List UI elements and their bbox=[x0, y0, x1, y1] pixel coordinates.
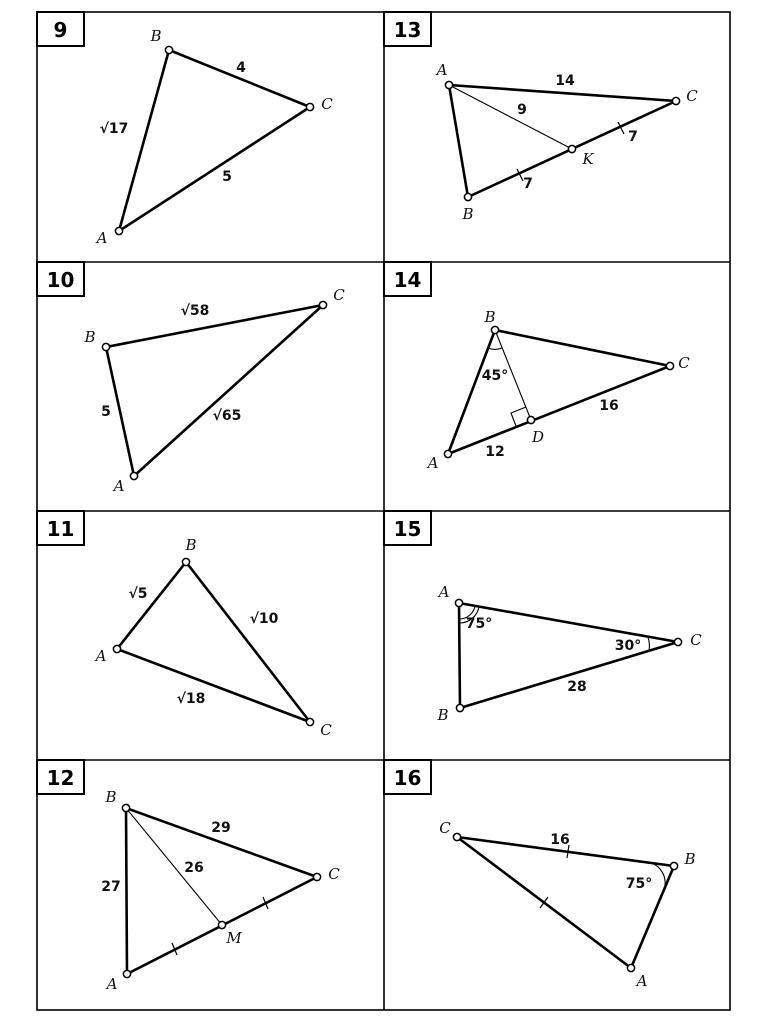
point-label-a: A bbox=[436, 61, 448, 79]
point-label-a: A bbox=[427, 454, 439, 472]
vertex-a bbox=[444, 450, 451, 457]
vertex-b bbox=[464, 193, 471, 200]
angle-arc-b bbox=[652, 863, 665, 886]
triangle-abc bbox=[457, 837, 674, 968]
side-label-ac: 5 bbox=[222, 169, 232, 185]
side-label-bm: 26 bbox=[184, 860, 204, 876]
side-label-cb: 16 bbox=[550, 832, 570, 848]
problem-panel-15 bbox=[384, 511, 702, 724]
problem-number: 11 bbox=[46, 517, 75, 541]
side-label-bc: √10 bbox=[249, 611, 279, 627]
vertex-b bbox=[165, 46, 172, 53]
vertex-c bbox=[306, 718, 313, 725]
point-label-b: B bbox=[462, 205, 474, 223]
problem-panel-10 bbox=[37, 262, 345, 495]
side-label-kc: 7 bbox=[628, 129, 638, 145]
triangle-abc bbox=[448, 330, 670, 454]
problem-panel-13 bbox=[384, 12, 698, 223]
point-label-c: C bbox=[439, 819, 451, 837]
vertex-c bbox=[313, 873, 320, 880]
point-label-c: C bbox=[321, 95, 333, 113]
vertex-c bbox=[672, 97, 679, 104]
side-label-ab: √5 bbox=[128, 586, 148, 602]
segment-ak bbox=[449, 85, 572, 149]
vertex-b bbox=[102, 343, 109, 350]
point-label-c: C bbox=[320, 721, 332, 739]
side-label-bc: 29 bbox=[211, 820, 231, 836]
side-label-bc: 4 bbox=[236, 60, 246, 76]
vertex-a bbox=[113, 645, 120, 652]
triangle-abc bbox=[449, 85, 676, 197]
vertex-d bbox=[527, 416, 534, 423]
point-label-a: A bbox=[438, 583, 450, 601]
side-label-bk: 7 bbox=[523, 176, 533, 192]
angle-label-abd: 45° bbox=[481, 368, 509, 384]
point-label-c: C bbox=[328, 865, 340, 883]
side-label-ab: 27 bbox=[101, 879, 121, 895]
side-label-bc: 28 bbox=[567, 679, 587, 695]
point-label-b: B bbox=[437, 706, 449, 724]
vertex-c bbox=[674, 638, 681, 645]
point-label-b: B bbox=[105, 788, 117, 806]
problem-panel-9 bbox=[37, 12, 333, 247]
problem-number: 16 bbox=[393, 766, 422, 790]
point-label-b: B bbox=[84, 328, 96, 346]
point-label-c: C bbox=[333, 286, 345, 304]
side-label-dc: 16 bbox=[599, 398, 619, 414]
problem-number: 13 bbox=[393, 18, 422, 42]
point-label-c: C bbox=[686, 87, 698, 105]
angle-label-b: 75° bbox=[625, 876, 653, 892]
vertex-c bbox=[319, 301, 326, 308]
problem-panel-14 bbox=[384, 262, 690, 472]
vertex-k bbox=[568, 145, 575, 152]
problem-panel-12 bbox=[37, 760, 340, 993]
problem-number: 15 bbox=[393, 517, 422, 541]
angle-arc-c bbox=[648, 637, 649, 651]
point-label-c: C bbox=[678, 354, 690, 372]
vertex-c bbox=[453, 833, 460, 840]
point-label-b: B bbox=[150, 27, 162, 45]
tick-mark-ca bbox=[540, 897, 548, 908]
side-label-ab: 5 bbox=[101, 404, 111, 420]
point-label-b: B bbox=[484, 308, 496, 326]
side-label-ab: √17 bbox=[99, 121, 129, 137]
vertex-c bbox=[666, 362, 673, 369]
problem-number: 12 bbox=[46, 766, 75, 790]
problem-panel-16 bbox=[384, 760, 696, 990]
angle-arc-abd bbox=[488, 348, 502, 349]
point-label-k: K bbox=[582, 150, 594, 168]
problem-panel-11 bbox=[37, 511, 332, 739]
problem-number: 10 bbox=[46, 268, 75, 292]
side-label-ak: 9 bbox=[517, 102, 527, 118]
point-label-a: A bbox=[96, 229, 108, 247]
vertex-m bbox=[218, 921, 225, 928]
point-label-b: B bbox=[185, 536, 197, 554]
vertex-b bbox=[670, 862, 677, 869]
point-label-b: B bbox=[684, 850, 696, 868]
point-label-a: A bbox=[95, 647, 107, 665]
vertex-a bbox=[455, 599, 462, 606]
angle-label-a: 75° bbox=[465, 616, 493, 632]
point-label-a: A bbox=[636, 972, 648, 990]
problem-number: 14 bbox=[393, 268, 422, 292]
vertex-a bbox=[115, 227, 122, 234]
triangle-abc bbox=[119, 50, 310, 231]
vertex-a bbox=[123, 970, 130, 977]
vertex-c bbox=[306, 103, 313, 110]
problem-number: 9 bbox=[53, 18, 68, 42]
point-label-a: A bbox=[106, 975, 118, 993]
vertex-a bbox=[627, 964, 634, 971]
vertex-b bbox=[122, 804, 129, 811]
side-label-ac: √18 bbox=[176, 691, 206, 707]
vertex-a bbox=[445, 81, 452, 88]
point-label-m: M bbox=[226, 929, 242, 947]
point-label-a: A bbox=[113, 477, 125, 495]
vertex-b bbox=[491, 326, 498, 333]
side-label-ad: 12 bbox=[485, 444, 505, 460]
point-label-d: D bbox=[531, 428, 545, 446]
point-label-c: C bbox=[690, 631, 702, 649]
vertex-a bbox=[130, 472, 137, 479]
angle-label-c: 30° bbox=[614, 638, 642, 654]
side-label-ac: 14 bbox=[555, 73, 575, 89]
vertex-b bbox=[182, 558, 189, 565]
side-label-ac: √65 bbox=[212, 408, 242, 424]
side-label-bc: √58 bbox=[180, 303, 210, 319]
triangle-abc bbox=[106, 305, 323, 476]
vertex-b bbox=[456, 704, 463, 711]
